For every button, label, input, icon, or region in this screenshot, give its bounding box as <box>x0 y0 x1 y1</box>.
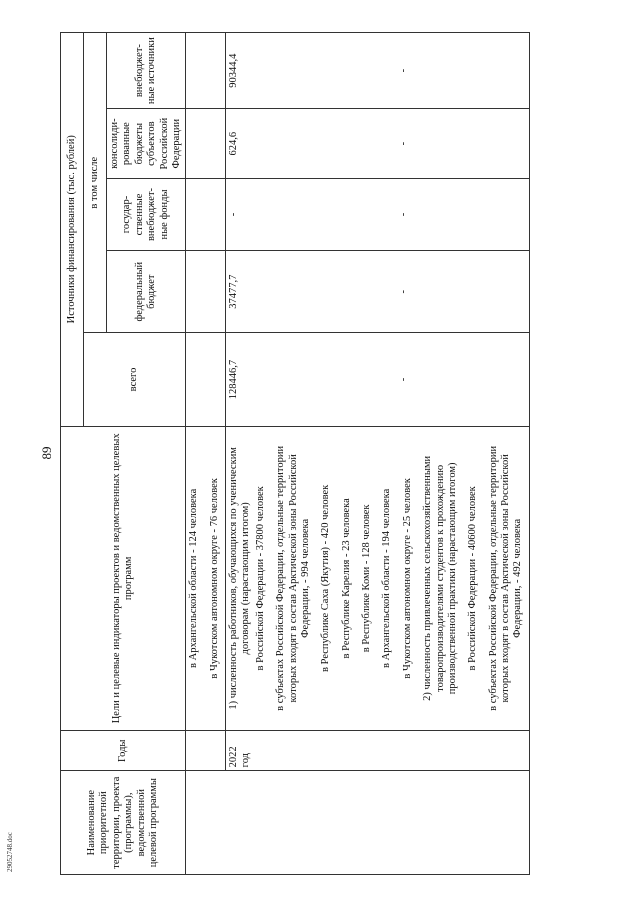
value-consolidated-text: 624,6 <box>228 131 239 156</box>
continuation-goals <box>186 426 226 731</box>
value-federal-dash: - <box>398 289 410 294</box>
value-cell <box>186 33 226 109</box>
value-total-text: 128446,7 <box>228 359 239 400</box>
header-extrabudget: внебюджет-ные источники <box>107 33 186 109</box>
list-item: в Архангельской области - 124 человека <box>188 488 200 668</box>
list-item: в Республике Коми - 128 человек <box>361 504 372 653</box>
list-item: 2) численность привлеченных сельскохозяйственными товаропроизводителями студентов к прохождению производственной практики (нарастающим итогом) <box>422 455 458 701</box>
header-total: всего <box>84 333 186 426</box>
value-extrabudget-text: 90344,4 <box>228 53 239 88</box>
value-cell <box>186 333 226 426</box>
list-item: в Республике Саха (Якутия) - 420 человек <box>320 484 332 672</box>
header-goals: Цели и целевые индикаторы проектов и ведомственных целевых программ <box>61 426 186 731</box>
header-funding-group: Источники финансирования (тыс. рублей) <box>61 33 84 427</box>
list-item: в Российской Федерации - 40600 человек <box>467 486 479 671</box>
table-row <box>186 33 226 875</box>
list-item: в Российской Федерации - 37800 человек <box>254 486 266 671</box>
header-consolidated: консолиди-рованные бюджеты субъектов Российской Федерации <box>107 109 186 179</box>
header-years: Годы <box>61 731 186 771</box>
list-item: 1) численность работников, обучающихся по ученическим договорам (нарастающим итогом) <box>228 447 252 710</box>
value-state-funds <box>226 179 530 251</box>
name-cell <box>186 771 530 875</box>
value-cell <box>186 109 226 179</box>
list-item: в субъектах Российской Федерации, отдельные территории которых входят в состав Арктической зоны Российской Федерации, - 994 человека <box>275 445 311 711</box>
list-item: в субъектах Российской Федерации, отдельные территории которых входят в состав Арктической зоны Российской Федерации, - 492 человека <box>487 445 524 711</box>
header-federal: федеральный бюджет <box>107 250 186 333</box>
header-state-funds: государ-ственные внебюджет-ные фонды <box>107 179 186 251</box>
value-consolidated <box>226 109 530 179</box>
value-cell <box>186 250 226 333</box>
value-total <box>226 333 530 426</box>
list-item: в Республике Карелия - 23 человека <box>340 498 352 659</box>
value-state-funds-dash: - <box>398 212 410 217</box>
list-item: в Чукотском автономном округе - 76 человек <box>208 478 220 679</box>
value-extrabudget-dash: - <box>398 68 410 73</box>
year-cell: 2022 год <box>226 731 530 771</box>
file-id: 29052748.doc <box>6 832 14 872</box>
header-name: Наименование приоритетной территории, проекта (программы), ведомственной целевой программы <box>61 771 186 875</box>
year-cell-empty <box>186 731 226 771</box>
table-row-2022 <box>226 33 530 875</box>
financing-table <box>60 32 530 875</box>
financing-table-sheet <box>60 32 580 875</box>
page-number: 89 <box>39 446 54 460</box>
value-state-funds-text: - <box>228 212 239 217</box>
goals-2022 <box>226 426 530 731</box>
value-federal <box>226 250 530 333</box>
header-including: в том числе <box>84 33 107 333</box>
value-extrabudget <box>226 33 530 109</box>
value-consolidated-dash: - <box>398 141 410 146</box>
value-federal-text: 37477,7 <box>228 274 239 309</box>
list-item: в Архангельской области - 194 человека <box>381 488 393 668</box>
value-cell <box>186 179 226 251</box>
list-item: в Чукотском автономном округе - 25 человек <box>401 478 413 679</box>
value-total-dash: - <box>398 377 410 382</box>
